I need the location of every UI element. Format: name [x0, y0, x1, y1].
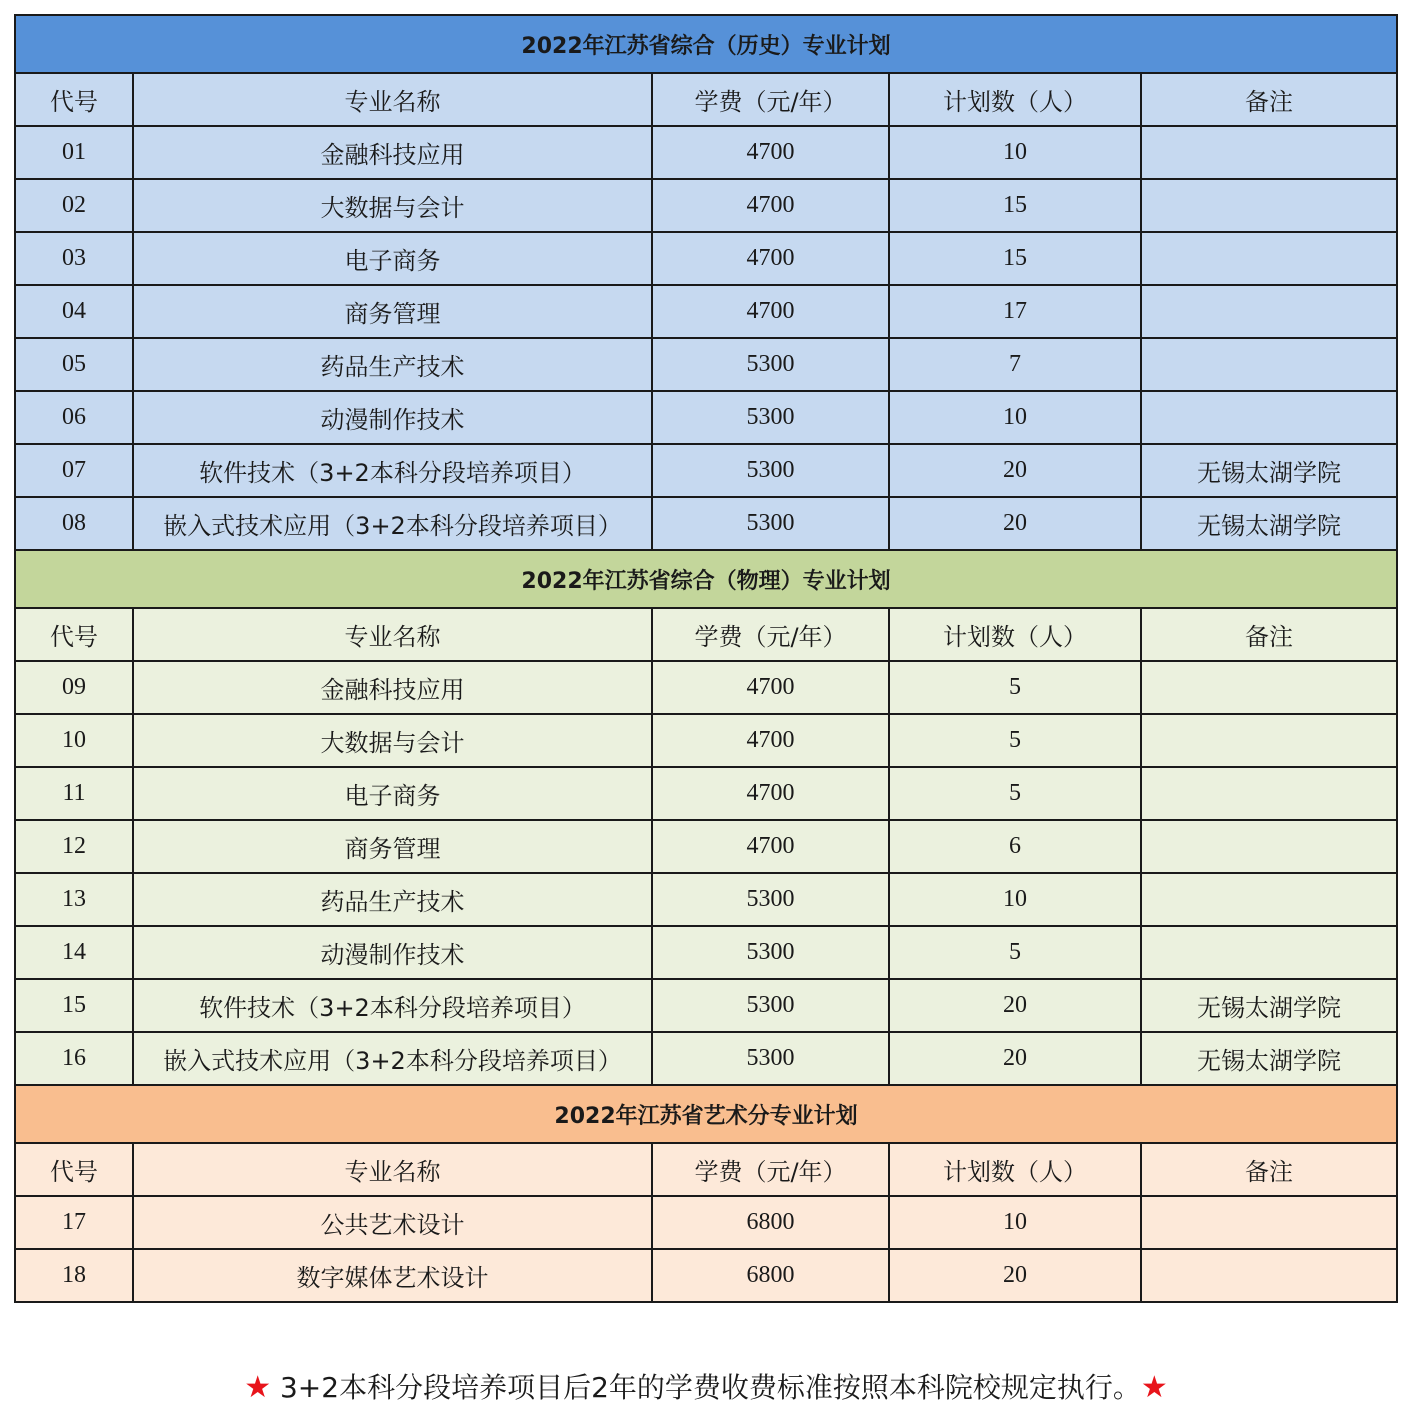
table-row: [15, 767, 1397, 820]
table-row: [15, 444, 1397, 497]
cell-note: [1141, 338, 1397, 391]
column-header-plan: 计划数（人）: [889, 608, 1141, 661]
cell-code: 17: [15, 1196, 133, 1249]
cell-plan: 20: [889, 497, 1141, 550]
column-header-plan: 计划数（人）: [889, 73, 1141, 126]
cell-note: [1141, 1249, 1397, 1302]
cell-plan: 20: [889, 1249, 1141, 1302]
column-header-name: 专业名称: [133, 73, 652, 126]
cell-plan: 6: [889, 820, 1141, 873]
cell-name: 药品生产技术: [133, 873, 652, 926]
cell-name: 药品生产技术: [133, 338, 652, 391]
cell-code: 13: [15, 873, 133, 926]
footnote-text: 3+2本科分段培养项目后2年的学费收费标准按照本科院校规定执行。: [271, 1371, 1141, 1404]
star-icon: ★: [244, 1370, 272, 1405]
header-row: [15, 73, 1397, 126]
cell-name: 大数据与会计: [133, 714, 652, 767]
cell-code: 15: [15, 979, 133, 1032]
column-header-code: 代号: [15, 73, 133, 126]
column-header-name: 专业名称: [133, 608, 652, 661]
cell-note: 无锡太湖学院: [1141, 497, 1397, 550]
cell-name: 金融科技应用: [133, 126, 652, 179]
cell-plan: 7: [889, 338, 1141, 391]
cell-fee: 5300: [652, 979, 889, 1032]
cell-fee: 6800: [652, 1249, 889, 1302]
table-row: [15, 661, 1397, 714]
cell-code: 08: [15, 497, 133, 550]
section-title: 2022年江苏省综合（物理）专业计划: [15, 550, 1397, 608]
table-row: [15, 338, 1397, 391]
column-header-note: 备注: [1141, 608, 1397, 661]
cell-fee: 4700: [652, 179, 889, 232]
cell-plan: 10: [889, 391, 1141, 444]
cell-fee: 5300: [652, 391, 889, 444]
cell-plan: 17: [889, 285, 1141, 338]
cell-plan: 5: [889, 926, 1141, 979]
table-row: [15, 285, 1397, 338]
cell-fee: 5300: [652, 497, 889, 550]
cell-fee: 4700: [652, 285, 889, 338]
cell-note: [1141, 391, 1397, 444]
cell-code: 03: [15, 232, 133, 285]
table-row: [15, 926, 1397, 979]
cell-fee: 4700: [652, 126, 889, 179]
cell-fee: 5300: [652, 1032, 889, 1085]
enrollment-plan-table: [14, 14, 1398, 1303]
cell-name: 软件技术（3+2本科分段培养项目）: [133, 979, 652, 1032]
footnote: [0, 1366, 1412, 1406]
cell-code: 07: [15, 444, 133, 497]
table-row: [15, 714, 1397, 767]
cell-note: [1141, 820, 1397, 873]
cell-note: [1141, 1196, 1397, 1249]
cell-fee: 4700: [652, 661, 889, 714]
column-header-fee: 学费（元/年）: [652, 608, 889, 661]
cell-note: 无锡太湖学院: [1141, 979, 1397, 1032]
cell-code: 12: [15, 820, 133, 873]
section-physics: [15, 550, 1397, 1085]
column-header-fee: 学费（元/年）: [652, 73, 889, 126]
column-header-code: 代号: [15, 1143, 133, 1196]
cell-code: 05: [15, 338, 133, 391]
cell-note: 无锡太湖学院: [1141, 444, 1397, 497]
column-header-name: 专业名称: [133, 1143, 652, 1196]
cell-code: 01: [15, 126, 133, 179]
cell-code: 06: [15, 391, 133, 444]
cell-note: 无锡太湖学院: [1141, 1032, 1397, 1085]
cell-note: [1141, 767, 1397, 820]
cell-plan: 20: [889, 979, 1141, 1032]
cell-name: 软件技术（3+2本科分段培养项目）: [133, 444, 652, 497]
cell-code: 16: [15, 1032, 133, 1085]
cell-note: [1141, 661, 1397, 714]
column-header-code: 代号: [15, 608, 133, 661]
cell-note: [1141, 126, 1397, 179]
header-row: [15, 1143, 1397, 1196]
cell-plan: 10: [889, 126, 1141, 179]
cell-fee: 4700: [652, 714, 889, 767]
cell-fee: 4700: [652, 767, 889, 820]
table-row: [15, 1196, 1397, 1249]
cell-note: [1141, 232, 1397, 285]
cell-plan: 15: [889, 232, 1141, 285]
section-art: [15, 1085, 1397, 1302]
cell-plan: 20: [889, 444, 1141, 497]
cell-name: 商务管理: [133, 820, 652, 873]
star-icon: ★: [1140, 1370, 1168, 1405]
cell-code: 14: [15, 926, 133, 979]
cell-fee: 5300: [652, 926, 889, 979]
table-row: [15, 391, 1397, 444]
column-header-note: 备注: [1141, 1143, 1397, 1196]
cell-fee: 5300: [652, 873, 889, 926]
header-row: [15, 608, 1397, 661]
cell-code: 10: [15, 714, 133, 767]
table-row: [15, 232, 1397, 285]
table-row: [15, 979, 1397, 1032]
cell-fee: 6800: [652, 1196, 889, 1249]
table-row: [15, 873, 1397, 926]
cell-code: 11: [15, 767, 133, 820]
cell-name: 动漫制作技术: [133, 391, 652, 444]
column-header-fee: 学费（元/年）: [652, 1143, 889, 1196]
table-row: [15, 1249, 1397, 1302]
cell-code: 09: [15, 661, 133, 714]
cell-name: 嵌入式技术应用（3+2本科分段培养项目）: [133, 497, 652, 550]
table-row: [15, 1032, 1397, 1085]
cell-fee: 4700: [652, 232, 889, 285]
table-row: [15, 820, 1397, 873]
section-title: 2022年江苏省综合（历史）专业计划: [15, 15, 1397, 73]
table-row: [15, 126, 1397, 179]
column-header-plan: 计划数（人）: [889, 1143, 1141, 1196]
cell-note: [1141, 285, 1397, 338]
cell-name: 数字媒体艺术设计: [133, 1249, 652, 1302]
cell-plan: 10: [889, 873, 1141, 926]
cell-note: [1141, 873, 1397, 926]
cell-plan: 5: [889, 714, 1141, 767]
section-history: [15, 15, 1397, 550]
cell-name: 金融科技应用: [133, 661, 652, 714]
cell-fee: 5300: [652, 338, 889, 391]
cell-code: 18: [15, 1249, 133, 1302]
cell-fee: 4700: [652, 820, 889, 873]
cell-code: 02: [15, 179, 133, 232]
cell-name: 大数据与会计: [133, 179, 652, 232]
cell-plan: 15: [889, 179, 1141, 232]
cell-name: 动漫制作技术: [133, 926, 652, 979]
cell-note: [1141, 926, 1397, 979]
cell-name: 公共艺术设计: [133, 1196, 652, 1249]
table-row: [15, 497, 1397, 550]
cell-fee: 5300: [652, 444, 889, 497]
column-header-note: 备注: [1141, 73, 1397, 126]
table-row: [15, 179, 1397, 232]
cell-plan: 10: [889, 1196, 1141, 1249]
cell-name: 嵌入式技术应用（3+2本科分段培养项目）: [133, 1032, 652, 1085]
cell-plan: 5: [889, 767, 1141, 820]
cell-plan: 5: [889, 661, 1141, 714]
cell-note: [1141, 714, 1397, 767]
cell-plan: 20: [889, 1032, 1141, 1085]
cell-name: 电子商务: [133, 232, 652, 285]
cell-name: 商务管理: [133, 285, 652, 338]
cell-name: 电子商务: [133, 767, 652, 820]
cell-note: [1141, 179, 1397, 232]
cell-code: 04: [15, 285, 133, 338]
section-title: 2022年江苏省艺术分专业计划: [15, 1085, 1397, 1143]
